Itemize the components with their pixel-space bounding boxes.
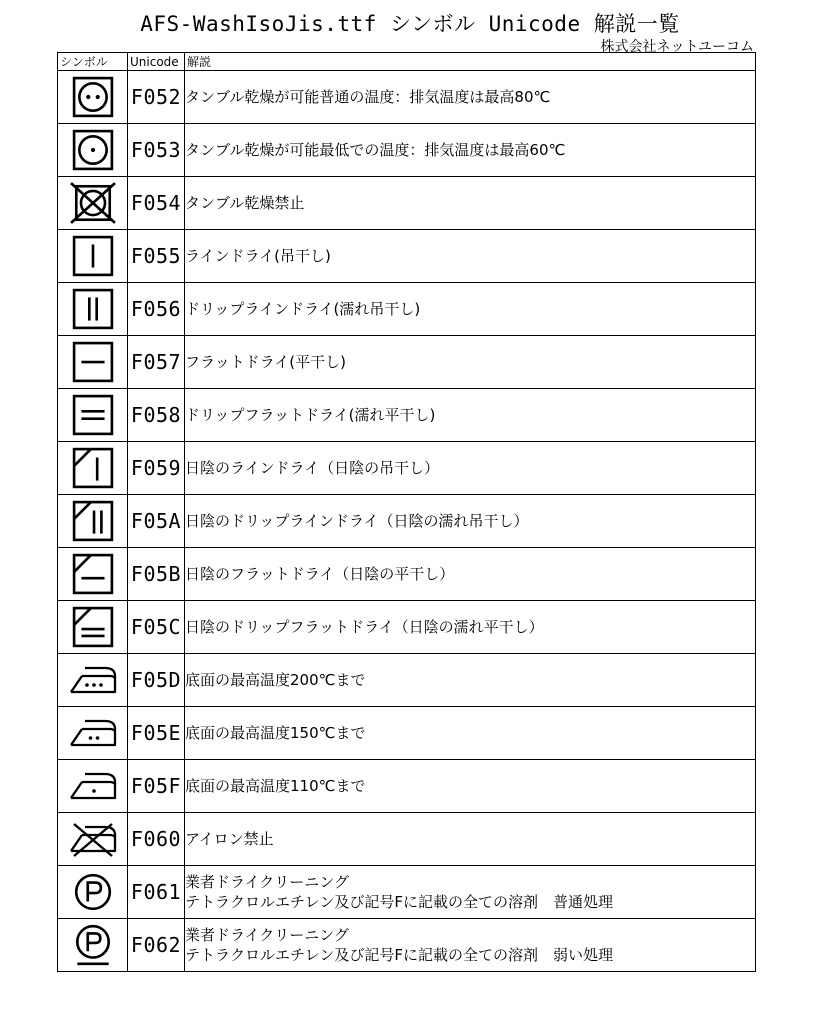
table-row <box>58 548 756 601</box>
description-line: 日陰のラインドライ（日陰の吊干し） <box>185 459 440 477</box>
table-row <box>58 707 756 760</box>
iron-medium-icon <box>68 716 118 750</box>
symbol-cell <box>58 283 128 336</box>
description-line: 日陰のフラットドライ（日陰の平干し） <box>185 565 455 583</box>
table-row <box>58 336 756 389</box>
description <box>185 230 756 283</box>
iron-high-icon <box>68 663 118 697</box>
header-description: 解説 <box>185 53 756 71</box>
table-header-row <box>58 53 756 71</box>
symbol-cell <box>58 336 128 389</box>
description-line: 底面の最高温度200℃まで <box>185 671 366 689</box>
description-line: アイロン禁止 <box>185 830 274 848</box>
symbol-cell <box>58 124 128 177</box>
page-title: AFS-WashIsoJis.ttf シンボル Unicode 解説一覧 <box>140 12 680 36</box>
symbol-cell <box>58 813 128 866</box>
table-row <box>58 442 756 495</box>
unicode-code: F054 <box>128 177 185 230</box>
professional-dry-clean-p-gentle-icon <box>72 923 114 967</box>
unicode-code: F053 <box>128 124 185 177</box>
drip-flat-dry-icon <box>72 394 114 436</box>
symbol-cell <box>58 760 128 813</box>
description-line: ドリップラインドライ(濡れ吊干し) <box>185 300 421 318</box>
description-line: ドリップフラットドライ(濡れ平干し) <box>185 406 436 424</box>
symbol-table <box>57 52 756 972</box>
do-not-iron-icon <box>68 820 118 858</box>
description-line: 日陰のドリップラインドライ（日陰の濡れ吊干し） <box>185 512 529 530</box>
unicode-code: F060 <box>128 813 185 866</box>
flat-dry-icon <box>72 341 114 383</box>
symbol-cell <box>58 654 128 707</box>
symbol-cell <box>58 71 128 124</box>
description-line: 底面の最高温度110℃まで <box>185 777 366 795</box>
line-dry-shade-icon <box>72 447 114 489</box>
symbol-cell <box>58 601 128 654</box>
description-line: フラットドライ(平干し) <box>185 353 346 371</box>
line-dry-icon <box>72 235 114 277</box>
symbol-cell <box>58 177 128 230</box>
description <box>185 71 756 124</box>
description-line: タンブル乾燥が可能普通の温度：排気温度は最高80℃ <box>185 88 551 106</box>
unicode-code: F056 <box>128 283 185 336</box>
professional-dry-clean-p-icon <box>72 871 114 913</box>
table-row <box>58 124 756 177</box>
description-line: ラインドライ(吊干し) <box>185 247 331 265</box>
unicode-code: F055 <box>128 230 185 283</box>
header-unicode: Unicode <box>128 53 185 71</box>
unicode-code: F059 <box>128 442 185 495</box>
company-name: 株式会社ネットユーコム <box>600 39 754 55</box>
symbol-cell <box>58 866 128 919</box>
unicode-code: F05F <box>128 760 185 813</box>
table-row <box>58 389 756 442</box>
do-not-tumble-dry-icon <box>70 182 116 224</box>
description <box>185 654 756 707</box>
unicode-code: F057 <box>128 336 185 389</box>
description <box>185 124 756 177</box>
description <box>185 389 756 442</box>
table-row <box>58 601 756 654</box>
iron-low-icon <box>68 769 118 803</box>
description-line: 日陰のドリップフラットドライ（日陰の濡れ平干し） <box>185 618 544 636</box>
tumble-dry-low-icon <box>72 129 114 171</box>
tumble-dry-normal-icon <box>72 76 114 118</box>
symbol-cell <box>58 230 128 283</box>
description-line: 業者ドライクリーニング <box>185 873 349 891</box>
flat-dry-shade-icon <box>72 553 114 595</box>
unicode-code: F058 <box>128 389 185 442</box>
description-line: タンブル乾燥禁止 <box>185 194 305 212</box>
symbol-cell <box>58 389 128 442</box>
unicode-code: F05D <box>128 654 185 707</box>
table-row <box>58 177 756 230</box>
header-symbol: シンボル <box>58 53 128 71</box>
drip-line-dry-icon <box>72 288 114 330</box>
table-row <box>58 654 756 707</box>
unicode-code: F05B <box>128 548 185 601</box>
description-line: タンブル乾燥が可能最低での温度：排気温度は最高60℃ <box>185 141 566 159</box>
table-row <box>58 813 756 866</box>
description <box>185 601 756 654</box>
description <box>185 760 756 813</box>
description-line: 業者ドライクリーニング <box>185 926 349 944</box>
description <box>185 919 756 972</box>
description <box>185 548 756 601</box>
symbol-cell <box>58 442 128 495</box>
description-line: テトラクロルエチレン及び記号Fに記載の全ての溶剤 弱い処理 <box>185 946 613 964</box>
table-row <box>58 866 756 919</box>
description-line: 底面の最高温度150℃まで <box>185 724 366 742</box>
table-row <box>58 760 756 813</box>
unicode-code: F062 <box>128 919 185 972</box>
symbol-cell <box>58 707 128 760</box>
unicode-code: F05C <box>128 601 185 654</box>
description <box>185 866 756 919</box>
table-row <box>58 230 756 283</box>
description <box>185 813 756 866</box>
drip-flat-dry-shade-icon <box>72 606 114 648</box>
table-row <box>58 283 756 336</box>
description-line: テトラクロルエチレン及び記号Fに記載の全ての溶剤 普通処理 <box>185 893 613 911</box>
description <box>185 495 756 548</box>
symbol-cell <box>58 495 128 548</box>
unicode-code: F052 <box>128 71 185 124</box>
unicode-code: F061 <box>128 866 185 919</box>
table-row <box>58 919 756 972</box>
description <box>185 707 756 760</box>
table-row <box>58 495 756 548</box>
table-row <box>58 71 756 124</box>
drip-line-dry-shade-icon <box>72 500 114 542</box>
description <box>185 283 756 336</box>
description <box>185 442 756 495</box>
description <box>185 177 756 230</box>
description <box>185 336 756 389</box>
unicode-code: F05A <box>128 495 185 548</box>
symbol-cell <box>58 919 128 972</box>
unicode-code: F05E <box>128 707 185 760</box>
symbol-cell <box>58 548 128 601</box>
